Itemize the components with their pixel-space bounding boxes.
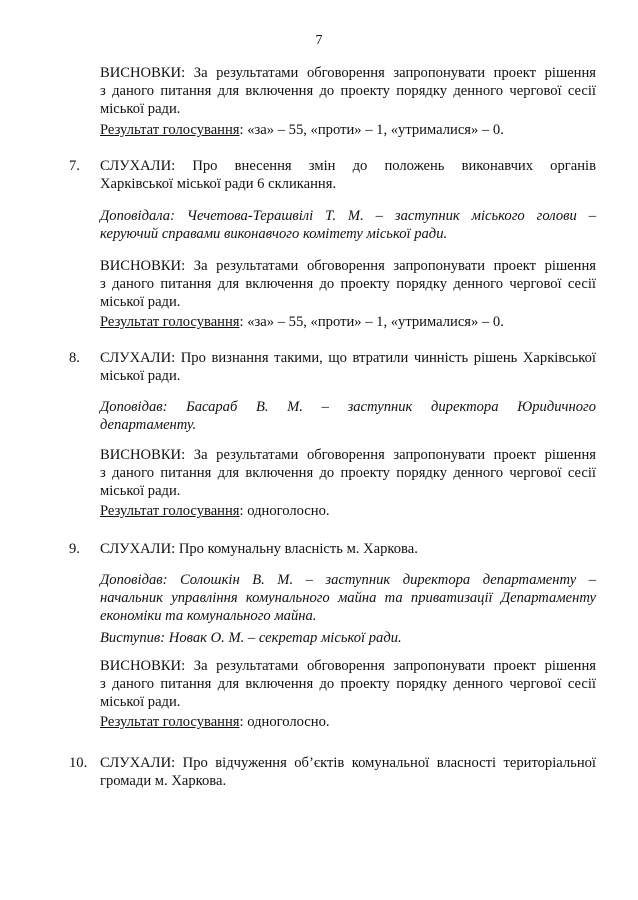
conclusion-block xyxy=(100,64,596,118)
page-number: 7 xyxy=(315,33,323,48)
vote-result xyxy=(100,713,330,731)
heard-line: СЛУХАЛИ: Про внесення змін до положень виконавчих органів xyxy=(100,158,596,174)
heard-line: СЛУХАЛИ: Про комунальну власність м. Харкова. xyxy=(100,541,418,557)
heard-block xyxy=(100,349,596,385)
speech-line: Виступив: Новак О. М. – секретар міської ради. xyxy=(100,630,402,646)
conclusion-line: міської ради. xyxy=(100,694,181,710)
vote-text: : «за» – 55, «проти» – 1, «утрималися» – 0. xyxy=(239,122,504,138)
conclusion-line: з даного питання для включення до проекту порядку денного чергової сесії xyxy=(100,465,596,481)
conclusion-line: міської ради. xyxy=(100,101,181,117)
speaker-line: економіки та комунального майна. xyxy=(100,608,317,624)
conclusion-line: міської ради. xyxy=(100,294,181,310)
conclusion-line: ВИСНОВКИ: За результатами обговорення запропонувати проект рішення xyxy=(100,658,596,674)
vote-result xyxy=(100,313,504,331)
conclusion-line: з даного питання для включення до проекту порядку денного чергової сесії xyxy=(100,83,596,99)
conclusion-line: ВИСНОВКИ: За результатами обговорення запропонувати проект рішення xyxy=(100,65,596,81)
conclusion-line: ВИСНОВКИ: За результатами обговорення запропонувати проект рішення xyxy=(100,447,596,463)
conclusion-line: з даного питання для включення до проекту порядку денного чергової сесії xyxy=(100,676,596,692)
conclusion-block xyxy=(100,657,596,711)
heard-block xyxy=(100,754,596,790)
vote-label: Результат голосування xyxy=(100,503,240,519)
heard-block xyxy=(100,540,596,558)
heard-line: міської ради. xyxy=(100,368,181,384)
speaker-line: Доповідав: Басараб В. М. – заступник директора Юридичного xyxy=(100,399,596,415)
heard-line: СЛУХАЛИ: Про відчуження об’єктів комунальної власності територіальної xyxy=(100,755,596,771)
heard-line: громади м. Харкова. xyxy=(100,773,227,789)
vote-result xyxy=(100,121,504,139)
heard-block xyxy=(100,157,596,193)
vote-result xyxy=(100,502,330,520)
vote-label: Результат голосування xyxy=(100,714,240,730)
conclusion-line: з даного питання для включення до проекту порядку денного чергової сесії xyxy=(100,276,596,292)
vote-text: : одноголосно. xyxy=(239,503,330,519)
speaker-line: Доповідав: Солошкін В. М. – заступник директора департаменту – xyxy=(100,572,596,588)
item-number: 8. xyxy=(69,350,80,366)
conclusion-block xyxy=(100,446,596,500)
speaker-line: начальник управління комунального майна та приватизації Департаменту xyxy=(100,590,596,606)
conclusion-block xyxy=(100,257,596,311)
heard-line: СЛУХАЛИ: Про визнання такими, що втратили чинність рішень Харківської xyxy=(100,350,596,366)
vote-label: Результат голосування xyxy=(100,122,240,138)
speaker-line: Доповідала: Чечетова-Терашвілі Т. М. – заступник міського голови – xyxy=(100,208,596,224)
vote-text: : «за» – 55, «проти» – 1, «утрималися» – 0. xyxy=(239,314,504,330)
speaker-line: керуючий справами виконавчого комітету міської ради. xyxy=(100,226,448,242)
vote-label: Результат голосування xyxy=(100,314,240,330)
vote-text: : одноголосно. xyxy=(239,714,330,730)
speaker-line: департаменту. xyxy=(100,417,197,433)
conclusion-line: ВИСНОВКИ: За результатами обговорення запропонувати проект рішення xyxy=(100,258,596,274)
item-number: 10. xyxy=(69,755,88,771)
speaker-block xyxy=(100,571,596,647)
speaker-block xyxy=(100,207,596,243)
conclusion-line: міської ради. xyxy=(100,483,181,499)
speaker-block xyxy=(100,398,596,434)
heard-line: Харківської міської ради 6 скликання. xyxy=(100,176,337,192)
item-number: 7. xyxy=(69,158,80,174)
item-number: 9. xyxy=(69,541,80,557)
